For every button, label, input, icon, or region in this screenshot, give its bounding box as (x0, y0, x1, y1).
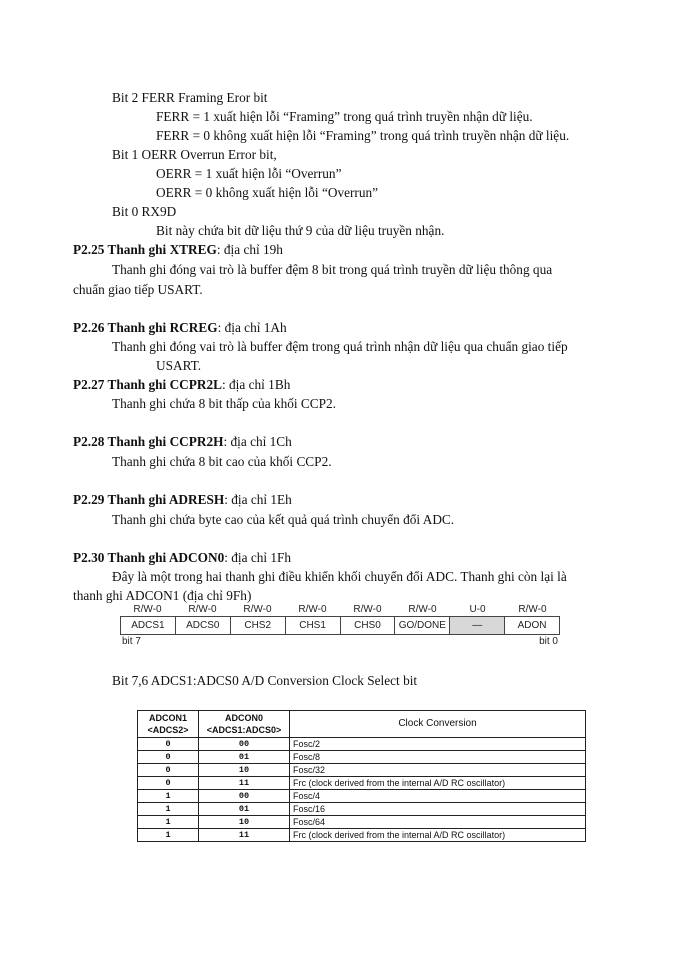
adcs2-cell: 1 (138, 790, 199, 803)
section-title: P2.29 Thanh ghi ADRESH (73, 492, 225, 507)
register-bits-row (120, 616, 560, 635)
section-address: : địa chỉ 1Bh (222, 377, 291, 392)
clock-cell: Fosc/64 (290, 816, 586, 829)
section-title: P2.25 Thanh ghi XTREG (73, 242, 217, 257)
section-heading-p2-30 (73, 550, 291, 566)
adcs2-cell: 0 (138, 751, 199, 764)
col-adcon1: ADCON1 <ADCS2> (138, 711, 199, 738)
clock-cell: Fosc/2 (290, 738, 586, 751)
ferr-set-line: FERR = 1 xuất hiện lỗi “Framing” trong quá trình truyền nhận dữ liệu. (156, 109, 533, 124)
table-row (138, 738, 586, 751)
adcs2-cell: 1 (138, 816, 199, 829)
rcreg-desc-line-2: USART. (156, 358, 202, 373)
section-heading-p2-26 (73, 320, 287, 336)
bit76-heading: Bit 7,6 ADCS1:ADCS0 A/D Conversion Clock Select bit (112, 673, 418, 688)
register-bit-numbers (120, 635, 560, 648)
adcs10-cell: 10 (199, 764, 290, 777)
adresh-desc-line: Thanh ghi chứa byte cao của kết quả quá trình chuyển đổi ADC. (112, 512, 455, 527)
table-row (138, 803, 586, 816)
adcs2-cell: 0 (138, 764, 199, 777)
clock-cell: Fosc/16 (290, 803, 586, 816)
ccpr2h-desc-line: Thanh ghi chứa 8 bit cao của khối CCP2. (112, 454, 332, 469)
adcs10-cell: 01 (199, 803, 290, 816)
reg-bit-chs1: CHS1 (286, 617, 341, 634)
reg-bit-adcs1: ADCS1 (121, 617, 176, 634)
table-row (138, 764, 586, 777)
section-address: : địa chỉ 1Fh (224, 550, 292, 565)
table-row (138, 829, 586, 842)
register-access-row (120, 603, 560, 616)
adcon0-desc-line-1: Đây là một trong hai thanh ghi điều khiển khối chuyển đổi ADC. Thanh ghi còn lại là (112, 569, 567, 584)
access-bit7: R/W-0 (133, 604, 162, 615)
clock-cell: Fosc/8 (290, 751, 586, 764)
adcs2-cell: 1 (138, 803, 199, 816)
reg-bit-chs2: CHS2 (231, 617, 286, 634)
clock-cell: Fosc/32 (290, 764, 586, 777)
clock-cell: Fosc/4 (290, 790, 586, 803)
section-title: P2.27 Thanh ghi CCPR2L (73, 377, 223, 392)
ccpr2l-desc-line: Thanh ghi chứa 8 bit thấp của khối CCP2. (112, 396, 336, 411)
section-title: P2.26 Thanh ghi RCREG (73, 320, 218, 335)
access-bit1: U-0 (469, 604, 486, 615)
bit2-heading: Bit 2 FERR Framing Eror bit (112, 90, 268, 105)
reg-bit-unimplemented: — (450, 617, 505, 634)
adcs10-cell: 00 (199, 738, 290, 751)
oerr-set-line: OERR = 1 xuất hiện lỗi “Overrun” (156, 166, 342, 181)
section-address: : địa chỉ 1Ch (223, 434, 292, 449)
reg-bit-go-done: GO/DONE (395, 617, 450, 634)
bit7-label: bit 7 (122, 636, 141, 647)
xtreg-desc-line-2: chuẩn giao tiếp USART. (73, 282, 203, 297)
adcs2-cell: 0 (138, 777, 199, 790)
access-bit5: R/W-0 (243, 604, 272, 615)
table-row (138, 751, 586, 764)
access-bit0: R/W-0 (518, 604, 547, 615)
bit0-heading: Bit 0 RX9D (112, 204, 177, 219)
section-heading-p2-27 (73, 377, 290, 393)
xtreg-desc-line-1: Thanh ghi đóng vai trò là buffer đệm 8 bit trong quá trình truyền dữ liệu thông qua (112, 262, 553, 277)
clock-cell: Frc (clock derived from the internal A/D RC oscillator) (290, 829, 586, 842)
bit1-heading: Bit 1 OERR Overrun Error bit, (112, 147, 277, 162)
col-clock-conversion: Clock Conversion (290, 711, 586, 738)
col-adcon0: ADCON0 <ADCS1:ADCS0> (199, 711, 290, 738)
rcreg-desc-line-1: Thanh ghi đóng vai trò là buffer đệm trong quá trình nhận dữ liệu qua chuẩn giao tiếp (112, 339, 568, 354)
access-bit2: R/W-0 (408, 604, 437, 615)
bit0-label: bit 0 (539, 636, 558, 647)
access-bit6: R/W-0 (188, 604, 217, 615)
access-bit4: R/W-0 (298, 604, 327, 615)
table-row (138, 777, 586, 790)
reg-bit-adon: ADON (517, 620, 547, 631)
section-address: : địa chỉ 1Ah (217, 320, 287, 335)
reg-bit-adcs0: ADCS0 (176, 617, 231, 634)
reg-bit-chs0: CHS0 (341, 617, 396, 634)
table-row (138, 816, 586, 829)
adcs10-cell: 01 (199, 751, 290, 764)
section-address: : địa chỉ 1Eh (224, 492, 292, 507)
section-heading-p2-25 (73, 242, 283, 258)
section-heading-p2-29 (73, 492, 292, 508)
clock-cell: Frc (clock derived from the internal A/D RC oscillator) (290, 777, 586, 790)
table-row (138, 790, 586, 803)
ferr-clear-line: FERR = 0 không xuất hiện lỗi “Framing” trong quá trình truyền nhận dữ liệu. (156, 128, 570, 143)
adcs10-cell: 10 (199, 816, 290, 829)
section-address: : địa chỉ 19h (216, 242, 283, 257)
clock-select-table (137, 710, 586, 842)
adcon0-desc-line-2: thanh ghi ADCON1 (địa chỉ 9Fh) (73, 588, 252, 603)
table-header-row (138, 711, 586, 738)
access-bit3: R/W-0 (353, 604, 382, 615)
adcs10-cell: 11 (199, 777, 290, 790)
adcs2-cell: 1 (138, 829, 199, 842)
adcon0-register-map (120, 603, 560, 648)
section-heading-p2-28 (73, 434, 292, 450)
adcs2-cell: 0 (138, 738, 199, 751)
section-title: P2.28 Thanh ghi CCPR2H (73, 434, 224, 449)
adcs10-cell: 00 (199, 790, 290, 803)
adcs10-cell: 11 (199, 829, 290, 842)
oerr-clear-line: OERR = 0 không xuất hiện lỗi “Overrun” (156, 185, 379, 200)
section-title: P2.30 Thanh ghi ADCON0 (73, 550, 225, 565)
rx9d-desc-line: Bit này chứa bit dữ liệu thứ 9 của dữ liệu truyền nhận. (156, 223, 445, 238)
